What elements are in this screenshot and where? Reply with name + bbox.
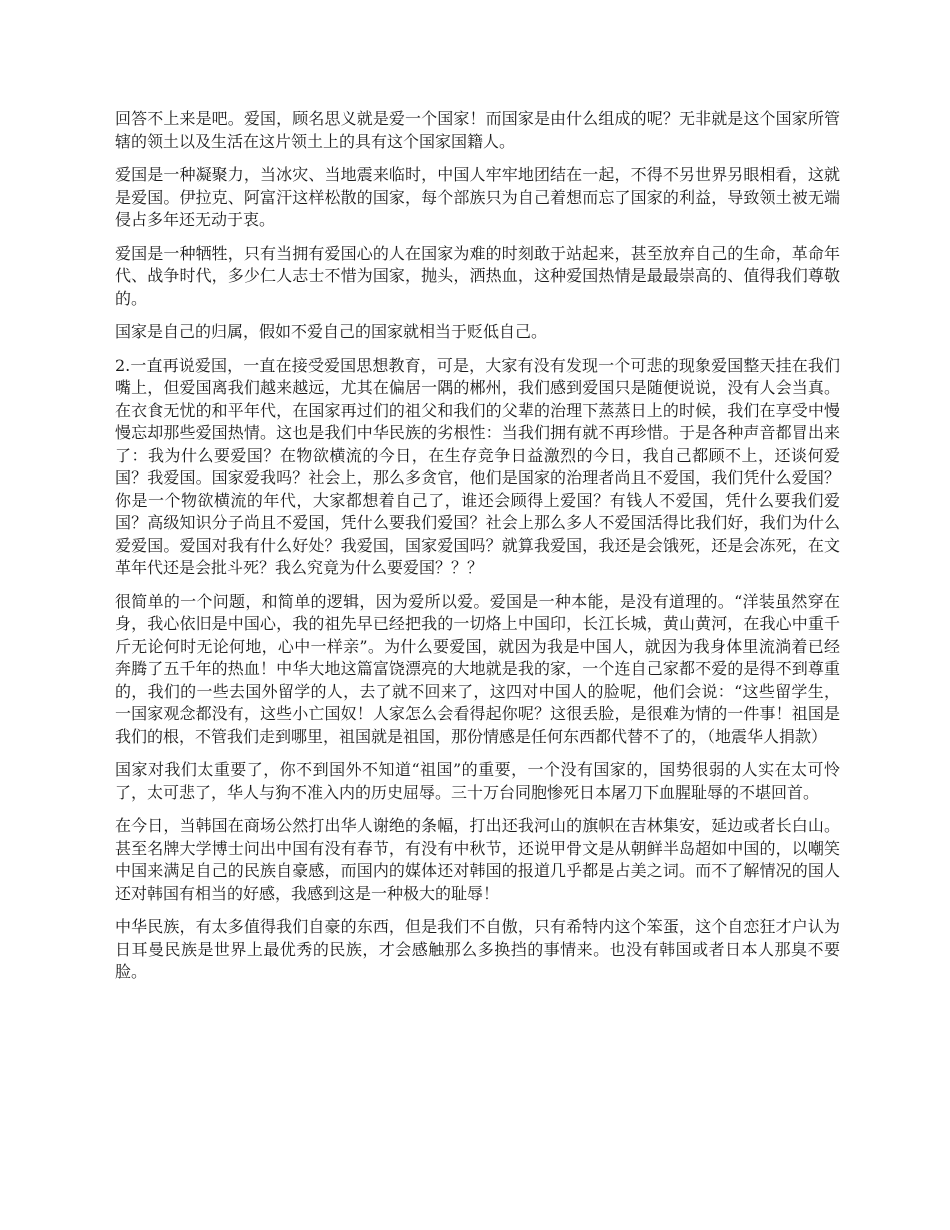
document-body — [115, 108, 840, 995]
paragraph-8: 在今日，当韩国在商场公然打出华人谢绝的条幅，打出还我河山的旗帜在吉林集安，延边或者长白山。甚至名牌大学博士问出中国有没有春节，有没有中秋节，还说甲骨文是从朝鲜半岛超如中国的，以嘲笑中国来满足自己的民族自豪感，而国内的媒体还对韩国的报道几乎都是占美之词。而不了解情况的国人还对韩国有相当的好感，我感到这是一种极大的耻辱！ — [115, 816, 840, 903]
paragraph-2: 爱国是一种凝聚力，当冰灾、当地震来临时，中国人牢牢地团结在一起，不得不另世界另眼相看，这就是爱国。伊拉克、阿富汗这样松散的国家，每个部族只为自己着想而忘了国家的利益，导致领土被无端侵占多年还无动于衷。 — [115, 165, 840, 229]
paragraph-6: 很简单的一个问题，和简单的逻辑，因为爱所以爱。爱国是一种本能，是没有道理的。“洋装虽然穿在身，我心依旧是中国心，我的祖先早已经把我的一切烙上中国印，长江长城，黄山黄河，在我心中重千斤无论何时无论何地，心中一样亲”。为什么要爱国，就因为我是中国人，就因为我身体里流淌着已经奔腾了五千年的热血！中华大地这篇富饶漂亮的大地就是我的家，一个连自己家都不爱的是得不到尊重的，我们的一些去国外留学的人，去了就不回来了，这四对中国人的脸呢，他们会说：“这些留学生，一国家观念都没有，这些小亡国奴！人家怎么会看得起你呢？这很丢脸，是很难为情的一件事！祖国是我们的根，不管我们走到哪里，祖国就是祖国，那份情感是任何东西都代替不了的，（地震华人捐款） — [115, 591, 840, 746]
paragraph-1: 回答不上来是吧。爱国，顾名思义就是爱一个国家！而国家是由什么组成的呢？无非就是这个国家所管辖的领土以及生活在这片领土上的具有这个国家国籍人。 — [115, 109, 840, 151]
paragraph-7: 国家对我们太重要了，你不到国外不知道“祖国”的重要，一个没有国家的，国势很弱的人实在太可怜了，太可悲了，华人与狗不准入内的历史屈辱。三十万台同胞惨死日本屠刀下血腥耻辱的不堪回首。 — [115, 760, 840, 802]
paragraph-4: 国家是自己的归属，假如不爱自己的国家就相当于贬低自己。 — [115, 322, 548, 341]
paragraph-9: 中华民族，有太多值得我们自豪的东西，但是我们不自傲，只有希特内这个笨蛋，这个自恋狂才户认为日耳曼民族是世界上最优秀的民族，才会感触那么多换挡的事情来。也没有韩国或者日本人那臭不要脸。 — [115, 917, 840, 981]
paragraph-5: 2.一直再说爱国，一直在接受爱国思想教育，可是，大家有没有发现一个可悲的现象爱国整天挂在我们嘴上，但爱国离我们越来越远，尤其在偏居一隅的郴州，我们感到爱国只是随便说说，没有人会当真。在衣食无忧的和平年代，在国家再过们的祖父和我们的父辈的治理下蒸蒸日上的时候，我们在享受中慢慢忘却那些爱国热情。这也是我们中华民族的劣根性：当我们拥有就不再珍惜。于是各种声音都冒出来了：我为什么要爱国？在物欲横流的今日，在生存竞争日益激烈的今日，我自己都顾不上，还谈何爱国？我爱国。国家爱我吗？社会上，那么多贪官，他们是国家的治理者尚且不爱国，我们凭什么爱国？你是一个物欲横流的年代，大家都想着自己了，谁还会顾得上爱国？有钱人不爱国，凭什么要我们爱国？高级知识分子尚且不爱国，凭什么要我们爱国？社会上那么多人不爱国活得比我们好，我们为什么爱爱国。爱国对我有什么好处？我爱国，国家爱国吗？就算我爱国，我还是会饿死，还是会冻死，在文革年代还是会批斗死？我么究竟为什么要爱国？？？ — [115, 355, 840, 577]
paragraph-3: 爱国是一种牺牲，只有当拥有爱国心的人在国家为难的时刻敢于站起来，甚至放弃自己的生命，革命年代、战争时代，多少仁人志士不惜为国家，抛头，洒热血，这种爱国热情是最最崇高的、值得我们尊敬的。 — [115, 243, 840, 308]
